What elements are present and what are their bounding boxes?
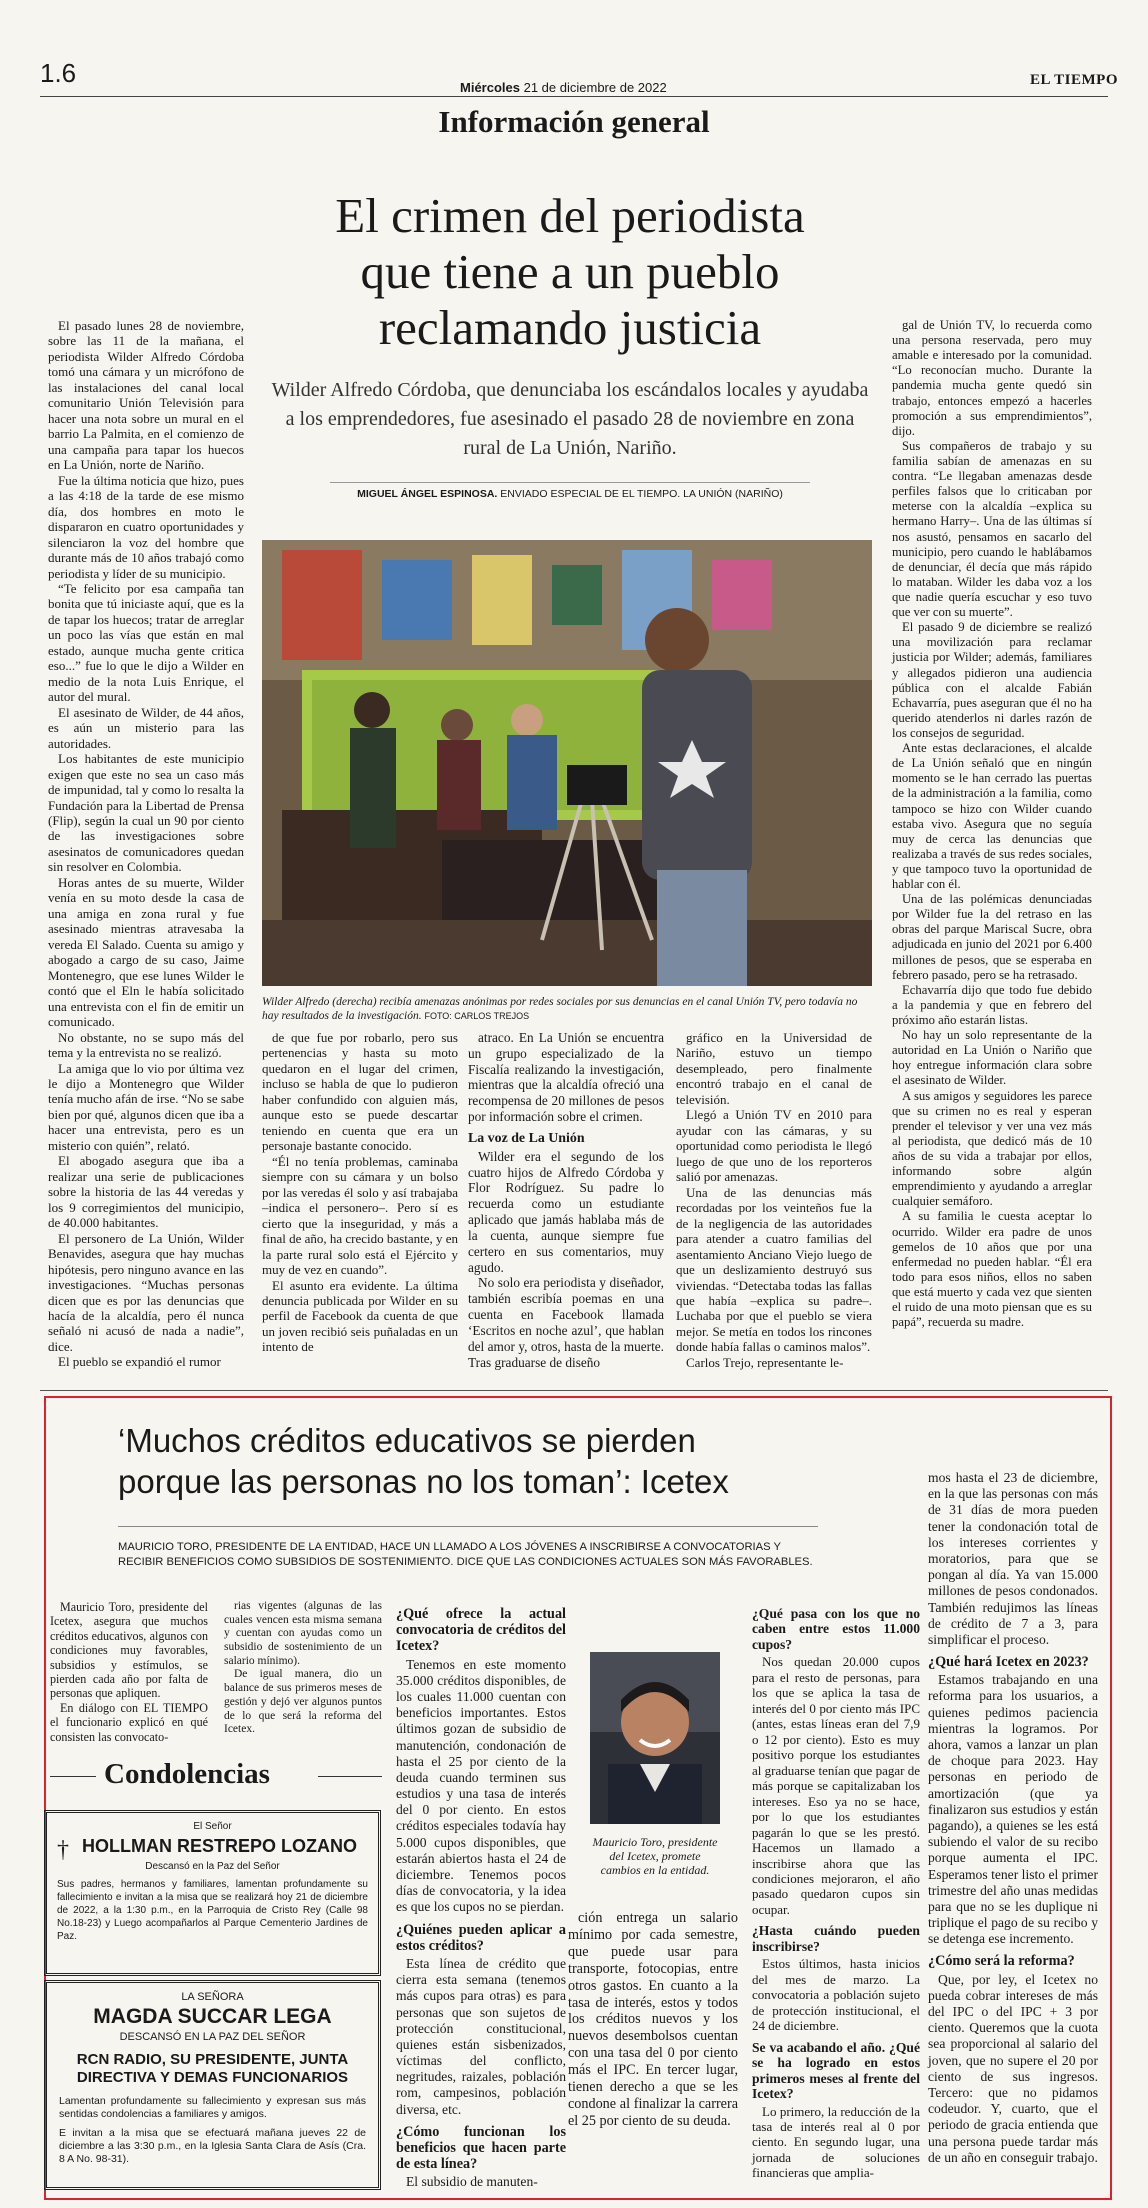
- paragraph: gal de Unión TV, lo recuerda como una persona reservada, pero muy amable e interesado por la comunidad. “Lo reconocían mucho. Durante la pandemia mucha gente quedó sin trabajo, entonces empezó a hacerles promoción a sus emprendimientos”, dijo.: [892, 318, 1092, 438]
- obituary-org-line: RCN RADIO, SU PRESIDENTE, JUNTA: [76, 2051, 349, 2068]
- paragraph: “Él no tenía problemas, caminaba siempre con su cámara y un bolso por las veredas él solo y así trabajaba –indica el personero–. Pero sí es cierto que la inseguridad, y más a final de año, ha crecido bastante, y en la parte rural solo está el Ejército y muy de vez en cuando”.: [262, 1153, 458, 1278]
- body-column-3: [468, 1030, 664, 1370]
- interview-question: ¿Qué pasa con los que no caben entre estos 11.000 cupos?: [752, 1606, 920, 1652]
- obituary-rest: DESCANSÓ EN LA PAZ DEL SEÑOR: [119, 2031, 306, 2043]
- paragraph: Los habitantes de este municipio exigen que este no sea un caso más de impunidad, tal y como lo resalta la Fundación para la Libertad de Prensa (Flip), según la cual un 90 por ciento de las investigaciones sobre asesinatos de comunicadores quedan sin resolver en Colombia.: [48, 751, 244, 875]
- paragraph: El asunto era evidente. La última denuncia publicada por Wilder en su perfil de Facebook da cuenta de que un joven recibió seis puñaladas en un intento de: [262, 1277, 458, 1355]
- byline-name: MIGUEL ÁNGEL ESPINOSA.: [357, 488, 498, 500]
- page-number: 1.6: [40, 58, 77, 88]
- portrait-caption: Mauricio Toro, presidente del Icetex, promete cambios en la entidad.: [592, 1835, 718, 1877]
- interview-answer: Que, por ley, el Icetex no pueda cobrar intereses de más del IPC o del IPC + 3 por ciento. Queremos que la cuota sea proporcional al salario del joven, que no supere el 20 por ciento de sus ingresos. Tercero: que no pidamos codeudor. Y, cuarto, que el periodo de gracia entienda que una persona puede tardar más de un año en conseguir trabajo.: [928, 1971, 1098, 2165]
- body-column-2: [262, 1030, 458, 1355]
- interview-column-3: [396, 1600, 566, 2191]
- obituary-1: [44, 1810, 381, 1976]
- paragraph: Echavarría dijo que todo fue debido a la pandemia y que en febrero del próximo año estarán listas.: [892, 982, 1092, 1028]
- byline: [270, 488, 870, 500]
- paragraph: El pasado 9 de diciembre se realizó una movilización para reclamar justicia por Wilder; además, familiares y allegados pidieron una audiencia pública con el alcalde Fabián Echavarría, pues aseguran que él no ha querido atenderlos ni darles razón de los consejos de seguridad.: [892, 620, 1092, 740]
- paragraph: El pueblo se expandió el rumor: [58, 1354, 221, 1370]
- paragraph: Horas antes de su muerte, Wilder venía en su moto desde la casa de una amiga en zona rural y fue asesinado mientras atravesaba la vereda El Salado. Cuenta su amigo y abogado a cargo de su caso, Jaime Montenegro, que ese lunes Wilder le contó que el Eln le había solicitado una entrevista con el fin de emitir un comunicado.: [48, 874, 244, 1030]
- interview-answer: Esta línea de crédito que cierra esta semana (tenemos más cupos para otras) es para personas que son sujetos de protección constitucional, quienes están sisbenizados, víctimas del conflicto, negritudes, raizales, población rom, campesinos, población diversa, etc.: [396, 1955, 566, 2117]
- paragraph: En diálogo con EL TIEMPO el funcionario explicó en qué consisten las convocato-: [50, 1700, 208, 1744]
- paragraph: El asesinato de Wilder, de 44 años, es aún un misterio para las autoridades.: [48, 704, 244, 751]
- paragraph: de que fue por robarlo, pero sus pertenencias y hasta su moto quedaron en el lugar del crimen, incluso se habla de que lo pudieron haber confundido con alguien más, aunque esto se puede descartar teniendo en cuenta que era un personaje bastante conocido.: [262, 1030, 458, 1154]
- interview-question: ¿Quiénes pueden aplicar a estos créditos?: [396, 1921, 566, 1954]
- date-text: 21 de diciembre de 2022: [523, 80, 667, 95]
- section-title: Información general: [438, 104, 710, 139]
- condolences-title: Condolencias: [104, 1758, 270, 1790]
- photo-caption: [262, 995, 872, 1023]
- interview-question: ¿Cómo funcionan los beneficios que hacen parte de esta línea?: [396, 2123, 566, 2173]
- body-column-5: [892, 318, 1092, 1330]
- interview-question: ¿Qué ofrece la actual convocatoria de créditos del Icetex?: [396, 1606, 566, 1655]
- interview-answer: Tenemos en este momento 35.000 créditos disponibles, de los cuales 11.000 cuentan con beneficios importantes. Estos últimos gozan de subsidio de manutención, condonación de hasta el 25 por ciento de la deuda cuando terminen sus estudios y una tasa de interés del 0 por ciento. En estos créditos especiales todavía hay 5.000 cupos disponibles, que estarán abiertos hasta el 24 de diciembre. Tenemos pocos días de convocatoria, y la idea es que los cupos no se pierdan.: [396, 1656, 566, 1915]
- paragraph: A sus amigos y seguidores les parece que su crimen no es real y esperan prender el televisor y ver una vez más al periodista, que dedicó más de 10 años de su vida a trabajar por ellos, informando sobre algún emprendimiento y ayudando a arreglar cualquier semáforo.: [892, 1088, 1092, 1209]
- portrait-photo: [590, 1652, 720, 1824]
- headline-line: El crimen del periodista: [335, 188, 805, 243]
- paragraph: atraco. En La Unión se encuentra un grupo especializado de la Fiscalía realizando la investigación, mientras que la alcaldía ofreció una recompensa de 20 millones de pesos por información sobre el crimen.: [468, 1030, 664, 1125]
- column-3-part-b: [468, 1149, 664, 1371]
- headline: [250, 188, 890, 356]
- paragraph: De igual manera, dio un balance de sus primeros meses de gestión y dejó ver algunos puntos de lo que será la reforma del Icetex.: [224, 1668, 382, 1736]
- story-separator: [40, 1390, 1108, 1391]
- caption-text: Wilder Alfredo (derecha) recibía amenazas anónimas por redes sociales por sus denuncias en el canal Unión TV, pero todavía no hay resultados de la investigación.: [262, 996, 858, 1022]
- paragraph: Llegó a Unión TV en 2010 para ayudar con las cámaras, y su oportunidad como periodista le llegó luego de que uno de los reporteros salió por amenazas.: [676, 1107, 872, 1185]
- interview-answer: Nos quedan 20.000 cupos para el resto de personas, para los que se aplica la tasa de interés del 0 por ciento más IPC (antes, estas líneas eran del 7,9 o 12 por ciento). Esto es muy positivo porque los estudiantes al graduarse tenían que pagar de más porque se capitalizaban los intereses. Eso ya no se hace, por lo que los estudiantes pagarán lo que se les prestó. Hacemos un llamado a inscribirse ahora que las condiciones mejoraron, el año pasado quedaron cupos sin ocupar.: [752, 1654, 920, 1917]
- interview-column-6: [928, 1470, 1098, 2166]
- paragraph: Una de las polémicas denunciadas por Wilder fue la del retraso en las obras del parque Mariscal Sucre, obra adjudicada en junio del 2021 por 6.400 millones de pesos, que se esperaba en febrero pasado, pero se ha retrasado.: [892, 892, 1092, 982]
- paragraph: No obstante, no se supo más del tema y la entrevista no se realizó.: [48, 1029, 244, 1061]
- paragraph: gráfico en la Universidad de Nariño, estuvo un tiempo desempleado, pero finalmente encontró trabajo en el canal de televisión.: [676, 1030, 872, 1107]
- story-photo: [262, 540, 872, 986]
- paragraph: El abogado asegura que iba a realizar una serie de publicaciones sobre la historia de las 44 veredas y los 9 corregimientos del municipio, de 40.000 habitantes.: [48, 1153, 244, 1231]
- photo-credit: FOTO: CARLOS TREJOS: [424, 1011, 530, 1021]
- paragraph: Carlos Trejo, representante le-: [686, 1354, 844, 1370]
- obituary-body: Lamentan profundamente su fallecimiento y expresan sus más sentidas condolencias a familiares y amigos.: [59, 2095, 366, 2120]
- paragraph: No solo era periodista y diseñador, también escribía poemas en una cuenta en Facebook llamada ‘Escritos en noche azul’, que hablan del amor y, otros, hasta de la muerte. Tras graduarse de diseño: [468, 1275, 664, 1370]
- obituary-body: Sus padres, hermanos y familiares, lamentan profundamente su fallecimiento e invitan a la misa que se realizará hoy 21 de diciembre de 2022, a la 1:30 p.m., en la Parroquia de Cristo Rey (Calle 98 No.18-23) y Luego acompañarlos al Parque Cementerio Jardines de Paz.: [57, 1879, 368, 1942]
- date-weekday: Miércoles: [460, 80, 520, 95]
- portrait-illustration: [590, 1652, 720, 1824]
- paragraph: A su familia le cuesta aceptar lo ocurrido. Wilder era padre de unos gemelos de 10 años que por una enfermedad no pueden hablar. “Él era todo para esos niños, ellos no saben que está muerto y cada vez que sienten el ruido de una moto piensan que es su papá”, recuerda su madre.: [892, 1209, 1092, 1330]
- obituary-2: [44, 1980, 381, 2190]
- paragraph: mos hasta el 23 de diciembre, en la que las personas con más de 31 días de mora pueden tener la condonación total de los intereses corrientes y moratorios, para que se pongan al día. Ya van 15.000 millones de pesos condonados. También redujimos las líneas de crédito de 7 a 3, para simplificar el proceso.: [928, 1470, 1098, 1647]
- condolences-rule-left: [50, 1776, 96, 1777]
- condolences-rule-right: [318, 1776, 382, 1777]
- paragraph: Una de las denuncias más recordadas por los veinteños fue la de la negligencia de las autoridades para atender a cuatro familias del asentamiento Anciano Viejo luego de que un deslizamiento destruyó sus viviendas. “Detectaba todas las fallas que había –explica su padre–. Luchaba por que el pueblo se viera mejor. Se metía en todos los rincones donde había fallas o caminos malos”.: [676, 1184, 872, 1355]
- interview-answer: El subsidio de manuten-: [406, 2174, 538, 2190]
- column-3-part-a: [468, 1030, 664, 1125]
- interview-column-1: [50, 1600, 208, 1744]
- paragraph: Fue la última noticia que hizo, pues a las 4:18 de la tarde de ese mismo día, dos hombres en moto le dispararon en cuatro oportunidades y silenciaron la voz del hombre que durante más de 10 años trabajó como periodista y líder de su municipio.: [48, 472, 244, 581]
- paragraph: La amiga que lo vio por última vez le dijo a Montenegro que Wilder tenía mucho afán de irse. “No se sabe bien por qué, algunos dicen que iba a hacer una entrevista, pero es un misterio con quién”, relató.: [48, 1060, 244, 1153]
- headline-line: reclamando justicia: [378, 300, 762, 355]
- interview-deck: MAURICIO TORO, PRESIDENTE DE LA ENTIDAD, HACE UN LLAMADO A LOS JÓVENES A INSCRIBIRSE A CONVOCATORIAS Y RECIBIR BENEFICIOS COMO SUBSIDIOS DE SOSTENIMIENTO. DICE QUE LAS CONDICIONES ACTUALES SON MÁS FAVORABLES.: [118, 1541, 813, 1568]
- body-column-1: [48, 318, 244, 1370]
- interview-question: Se va acabando el año. ¿Qué se ha logrado en estos primeros meses al frente del Icetex?: [752, 2039, 920, 2102]
- obituary-name: HOLLMAN RESTREPO LOZANO: [82, 1836, 357, 1856]
- photo-illustration: [262, 540, 872, 986]
- headline-rule: [118, 1526, 818, 1527]
- obituary-name: MAGDA SUCCAR LEGA: [93, 2005, 332, 2028]
- byline-rule: [330, 482, 810, 483]
- paragraph: El pasado lunes 28 de noviembre, sobre las 11 de la mañana, el periodista Wilder Alfredo Córdoba tomó una cámara y un micrófono de las instalaciones del canal local comunitario Unión Televisión para hacer una nota sobre un mural en el barrio La Palmita, en el comienzo de una campaña para tapar los huecos en La Unión, norte de Nariño.: [48, 318, 244, 473]
- interview-question: ¿Hasta cuándo pueden inscribirse?: [752, 1923, 920, 1954]
- interview-answer: Lo primero, la reducción de la tasa de interés real al 0 por ciento. En segundo lugar, una jornada de soluciones financieras que amplia-: [752, 2103, 920, 2181]
- deck: Wilder Alfredo Córdoba, que denunciaba los escándalos locales y ayudaba a los emprendedores, fue asesinado el pasado 28 de noviembre en zona rural de La Unión, Nariño.: [271, 379, 869, 459]
- cross-icon: †: [57, 1837, 69, 1863]
- obituary-prefix: LA SEÑORA: [181, 1991, 244, 2003]
- interview-answer: Estos últimos, hasta inicios del mes de marzo. La convocatoria a población sujeto de protección institucional, el 24 de diciembre.: [752, 1956, 920, 2034]
- subhead: La voz de La Unión: [468, 1130, 585, 1146]
- byline-role: ENVIADO ESPECIAL DE EL TIEMPO. LA UNIÓN (NARIÑO): [500, 488, 783, 500]
- paragraph: ción entrega un salario mínimo por cada semestre, que puede usar para transporte, fotocopias, entre otros gastos. En cuanto a la tasa de interés, estos y todos los créditos nuevos y los nuevos desembolsos cuentan con una tasa del 0 por ciento más el IPC. En tercer lugar, tienen derecho a que se les condone al finalizar la carrera el 25 por ciento de su deuda.: [568, 1910, 738, 2129]
- headline-line: porque las personas no los toman’: Icetex: [118, 1463, 729, 1500]
- interview-question: ¿Cómo será la reforma?: [928, 1953, 1075, 1970]
- interview-answer: Estamos trabajando en una reforma para los usuarios, a quienes pedimos paciencia mientras la logramos. Por ahora, vamos a lanzar un plan de choque para 2023. Hay personas en periodo de amortización (que ya finalizaron sus estudios y están pagando), a quienes se les está subiendo el valor de su recibo porque aumenta el IPC. Esperamos tener listo el primer trimestre del año unas medidas para que no se les duplique ni triplique el pago de su recibo y se detenga ese incremento.: [928, 1672, 1098, 1947]
- dateline: [460, 80, 667, 95]
- body-column-4: [676, 1030, 872, 1370]
- paragraph: Wilder era el segundo de los cuatro hijos de Alfredo Córdoba y Flor Rodríguez. Su padre lo recuerda como un estudiante aplicado que jamás hablaba más de la cuenta, aunque siempre fue certero en sus comentarios, muy agudo.: [468, 1148, 664, 1275]
- obituary-org-line: DIRECTIVA Y DEMAS FUNCIONARIOS: [76, 2069, 349, 2086]
- interview-headline: [118, 1420, 818, 1502]
- paragraph: El personero de La Unión, Wilder Benavides, asegura que hay muchas hipótesis, pero ninguno avance en las investigaciones. “Muchas personas dicen que es por las denuncias que hacía de la alcaldía, pero él nunca señaló ni acusó de nada a nadie”, dice.: [48, 1230, 244, 1354]
- paragraph: Mauricio Toro, presidente del Icetex, asegura que muchos créditos educativos, algunos con condiciones muy favorables, subsidios y estímulos, se pierden cada año por falta de personas que apliquen.: [50, 1600, 208, 1701]
- interview-column-2: [224, 1600, 382, 1737]
- paragraph: No hay un solo representante de la autoridad en La Unión o Nariño que hoy entregue información clara sobre el asesinato de Wilder.: [892, 1028, 1092, 1088]
- paragraph: Sus compañeros de trabajo y su familia sabían de amenazas en su contra. “Le llegaban amenazas desde perfiles falsos que lo criticaban por meterse con la alcaldía –explica su hermano Harry–. Una de las últimas sí nos asustó, pensamos en sacarlo del municipio, pero cuando le hablábamos de denunciar, él decía que más rápido lo mataban. Wilder les daba voz a los que nadie quería escuchar y eso tuvo que ver con su muerte”.: [892, 438, 1092, 620]
- paragraph: “Te felicito por esa campaña tan bonita que tú iniciaste aquí, que es la de tapar los huecos; tratar de arreglar un poco las vías que están en mal estado, aunque mucha gente critica eso...” fue lo que le dijo a Wilder en medio de la nota Luis Enrique, el autor del mural.: [48, 580, 244, 705]
- obituary-prefix: El Señor: [193, 1821, 232, 1832]
- headline-line: que tiene a un pueblo: [360, 244, 780, 299]
- headline-line: ‘Muchos créditos educativos se pierden: [118, 1422, 696, 1459]
- interview-question: ¿Qué hará Icetex en 2023?: [928, 1654, 1089, 1671]
- paragraph: Ante estas declaraciones, el alcalde de La Unión señaló que en ningún momento se le han cerrado las puertas de la administración a la familia, como tampoco se hizo con Wilder cuando estaba vivo. Asegura que no seguía muy de cerca las denuncias que realizaba a través de sus redes sociales, y que tampoco tuvo la oportunidad de hablar con él.: [892, 741, 1092, 892]
- obituary-rest: Descansó en la Paz del Señor: [145, 1861, 280, 1872]
- interview-column-5: [752, 1600, 920, 2181]
- header-rule: [40, 96, 1108, 97]
- interview-column-4: [568, 1910, 738, 2130]
- newspaper-logo: EL TIEMPO: [1030, 72, 1118, 88]
- obituary-body: E invitan a la misa que se efectuará mañana jueves 22 de diciembre a las 3:30 p.m., en la Iglesia Santa Clara de Asís (Cra. 8 A No. 98-31).: [59, 2127, 366, 2165]
- paragraph: rias vigentes (algunas de las cuales vencen esta misma semana y cuentan con ayudas como un subsidio de sostenimiento de un salario mínimo).: [224, 1600, 382, 1667]
